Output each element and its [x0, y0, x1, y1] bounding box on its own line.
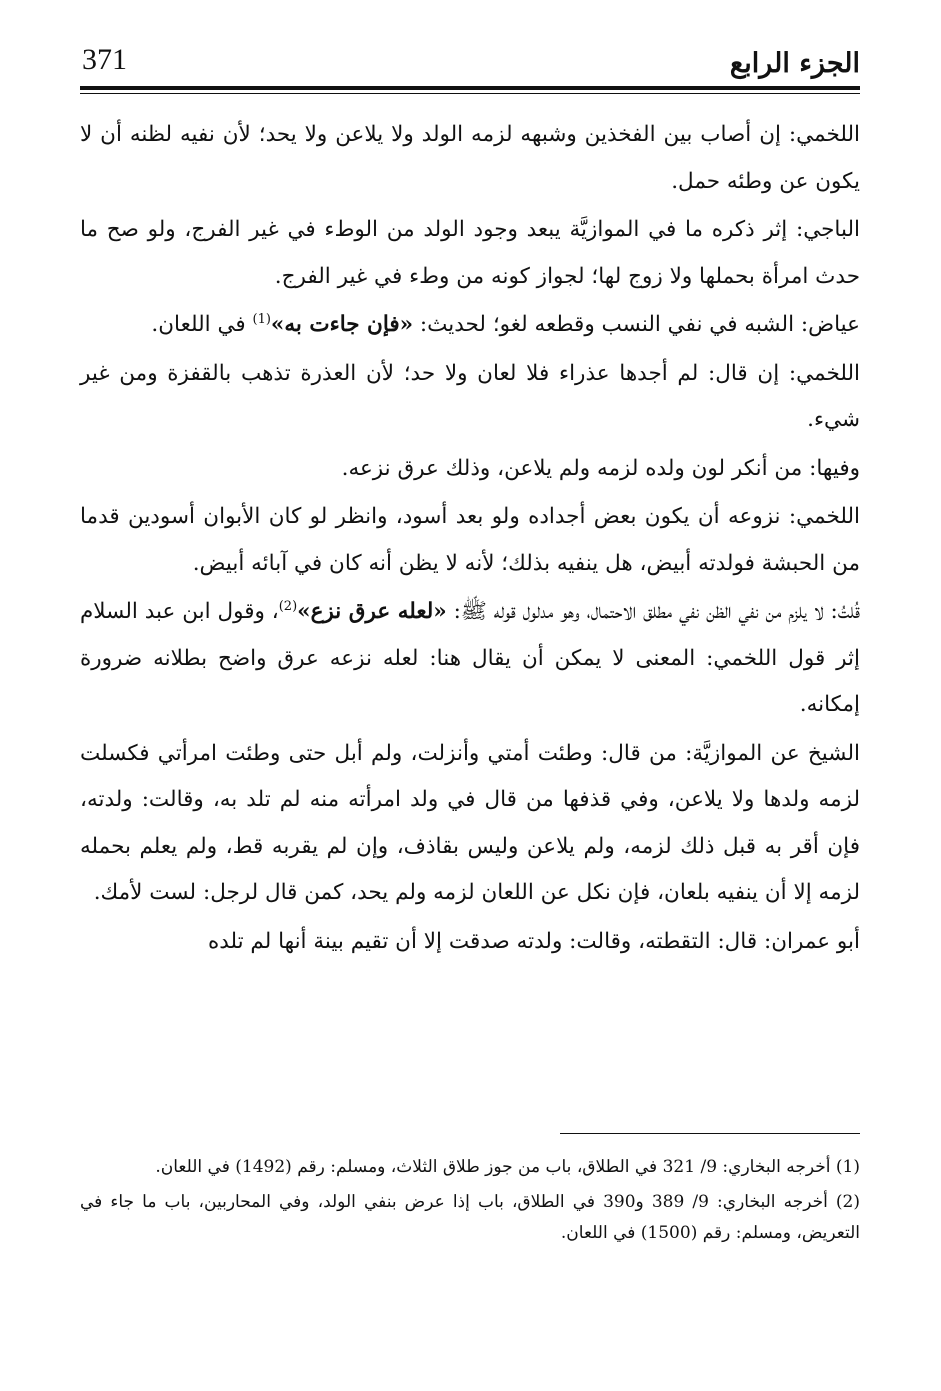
footnote-ref: (2)	[278, 598, 298, 614]
footnote-separator	[560, 1133, 860, 1134]
paragraph	[80, 302, 860, 349]
paragraph: وفيها: من أنكر لون ولده لزمه ولم يلاعن، وذلك عرق نزعه.	[341, 455, 860, 481]
header-rule	[80, 86, 860, 90]
header-rule-thin	[80, 93, 860, 94]
paragraph: اللخمي: إن أصاب بين الفخذين وشبهه لزمه الولد ولا يلاعن ولا يحد؛ لأن نفيه لظنه أن لا يكون عن وطئه حمل.	[80, 122, 860, 194]
paragraph-text: قُلتُ: لا يلزم من نفي الظن نفي مطلق الاحتمال، وهو مدلول قوله ﷺ:	[446, 599, 861, 624]
paragraph: أبو عمران: قال: التقطته، وقالت: ولدته صدقت إلا أن تقيم بينة أنها لم تلده	[207, 928, 860, 954]
paragraph-text: ، وقول ابن عبد السلام إثر قول اللخمي: المعنى لا يمكن أن يقال هنا: لعله نزعه عرق واضح بطلانه ضرورة إمكانه.	[80, 599, 860, 717]
paragraph: الشيخ عن الموازيَّة: من قال: وطئت أمتي وأنزلت، ولم أبل حتى وطئت امرأتي فكسلت لزمه ولدها ولا يلاعن، وفي قذفها من قال في ولد امرأته منه لم تلد به، وقالت: ولدته، فإن أقر به قبل ذلك لزمه، ولم يلاعن وليس بقاذف، وإن لم يقربه قط، ولم يعلم بحمله لزمه إلا أن ينفيه بلعان، فإن نكل عن اللعان لزمه ولم يحد، كمن قال لرجل: لست لأمك.	[80, 740, 860, 905]
footnote-ref: (1)	[252, 311, 271, 327]
paragraph	[80, 589, 860, 729]
page-header	[80, 40, 860, 88]
hadith-quote: «فإن جاءت به»	[270, 312, 414, 337]
book-page	[80, 40, 860, 1360]
footnote: (1) أخرجه البخاري: 9/ 321 في الطلاق، باب من جوز طلاق الثلاث، ومسلم: رقم (1492) في اللعان.	[155, 1157, 860, 1177]
paragraph: اللخمي: إن قال: لم أجدها عذراء فلا لعان ولا حد؛ لأن العذرة تذهب بالقفزة ومن غير شيء.	[80, 360, 860, 432]
paragraph-text: في اللعان.	[151, 312, 253, 337]
paragraph-text: عياض: الشبه في نفي النسب وقطعه لغو؛ لحديث:	[413, 312, 860, 337]
main-text	[80, 112, 860, 967]
hadith-quote: «لعله عرق نزع»	[297, 599, 447, 624]
running-title: الجزء الرابع	[729, 48, 860, 79]
paragraph: الباجي: إثر ذكره ما في الموازيَّة يبعد وجود الولد من الوطء في غير الفرج، ولو صح ما حدث امرأة بحملها ولا زوج لها؛ لجواز كونه من وطء في غير الفرج.	[80, 217, 860, 289]
footnote: (2) أخرجه البخاري: 9/ 389 و390 في الطلاق، باب إذا عرض بنفي الولد، وفي المحاربين، باب ما جاء في التعريض، ومسلم: رقم (1500) في اللعان.	[80, 1192, 860, 1243]
paragraph: اللخمي: نزوعه أن يكون بعض أجداده ولو بعد أسود، وانظر لو كان الأبوان أسودين قدما من الحبشة فولدته أبيض، هل ينفيه بذلك؛ لأنه لا يظن أنه كان في آبائه أبيض.	[80, 504, 860, 576]
footnotes	[80, 1152, 860, 1253]
page-number: 371	[82, 43, 127, 76]
